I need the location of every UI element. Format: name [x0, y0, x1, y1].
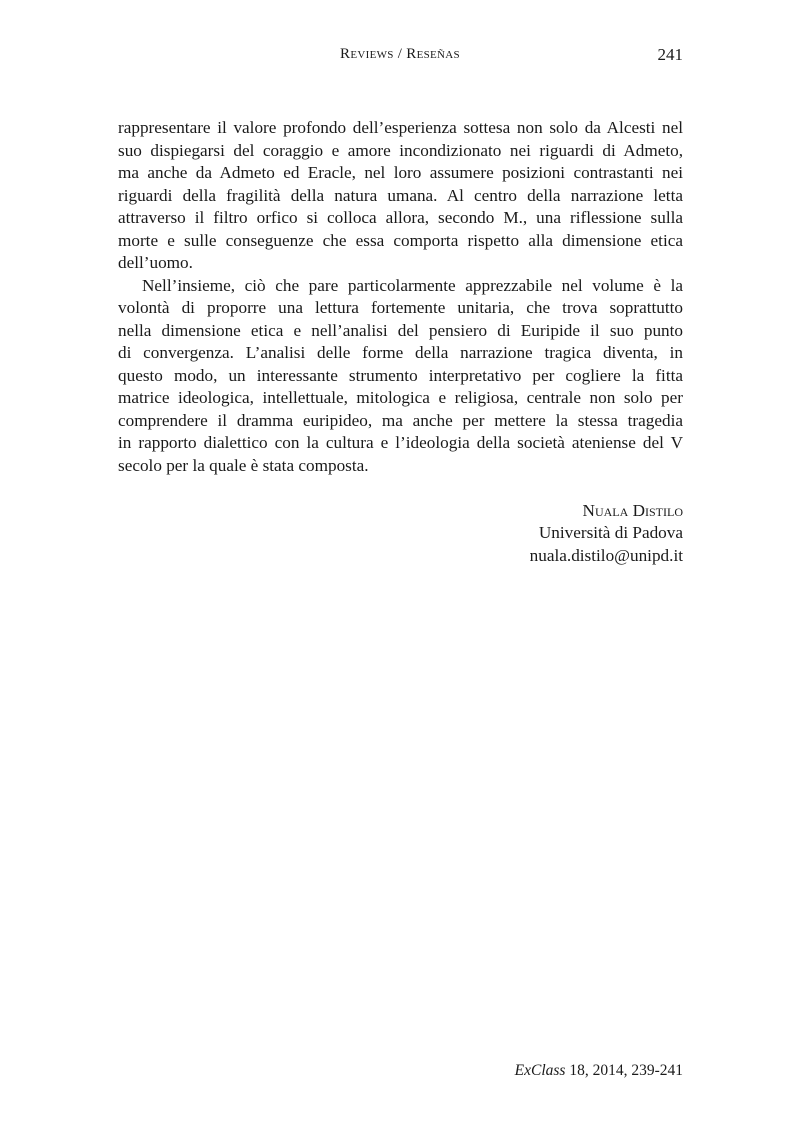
text-line: Nell’insieme, ciò che pare particolarmente apprezzabile nel volume è la [142, 275, 683, 295]
text-line: morte e sulle conseguenze che essa comporta rispetto alla dimensione etica [118, 230, 683, 250]
text-line: nella dimensione etica e nell’analisi del pensiero di Euripide il suo punto [118, 320, 683, 340]
page-number: 241 [657, 45, 683, 64]
text-line: riguardi della fragilità della natura umana. Al centro della narrazione letta [118, 185, 683, 205]
author-name: Nuala Distilo [582, 500, 683, 520]
paragraph-2 [118, 275, 683, 478]
citation-details: 18, 2014, 239-241 [565, 1062, 683, 1079]
signature-block [118, 500, 683, 568]
text-line: matrice ideologica, intellettuale, mitologica e religiosa, centrale non solo per [118, 388, 683, 407]
review-body [118, 117, 683, 567]
text-line: secolo per la quale è stata composta. [118, 455, 369, 475]
footer-citation [515, 1062, 683, 1080]
text-line: comprendere il dramma euripideo, ma anche per mettere la stessa tragedia [118, 410, 683, 430]
text-line: attraverso il filtro orfico si colloca allora, secondo M., una riflessione sulla [118, 208, 683, 227]
text-line: di convergenza. L’analisi delle forme della narrazione tragica diventa, in [118, 343, 683, 362]
text-line: suo dispiegarsi del coraggio e amore incondizionato nei riguardi di Admeto, [118, 140, 683, 160]
author-affiliation: Università di Padova [538, 523, 683, 542]
text-line: ma anche da Admeto ed Eracle, nel loro assumere posizioni contrastanti nei [118, 163, 683, 182]
text-line: in rapporto dialettico con la cultura e l’ideologia della società ateniense del V [118, 433, 683, 452]
journal-name: ExClass [514, 1062, 566, 1079]
text-line: questo modo, un interessante strumento interpretativo per cogliere la fitta [118, 365, 683, 385]
text-line: dell’uomo. [118, 253, 193, 272]
author-email[interactable]: nuala.distilo@unipd.it [529, 545, 683, 565]
text-line: rappresentare il valore profondo dell’esperienza sottesa non solo da Alcesti nel [118, 118, 683, 137]
running-title: Reviews / Reseñas [340, 46, 460, 62]
text-line: volontà di proporre una lettura fortemente unitaria, che trova soprattutto [118, 298, 683, 317]
paragraph-1 [118, 117, 683, 275]
